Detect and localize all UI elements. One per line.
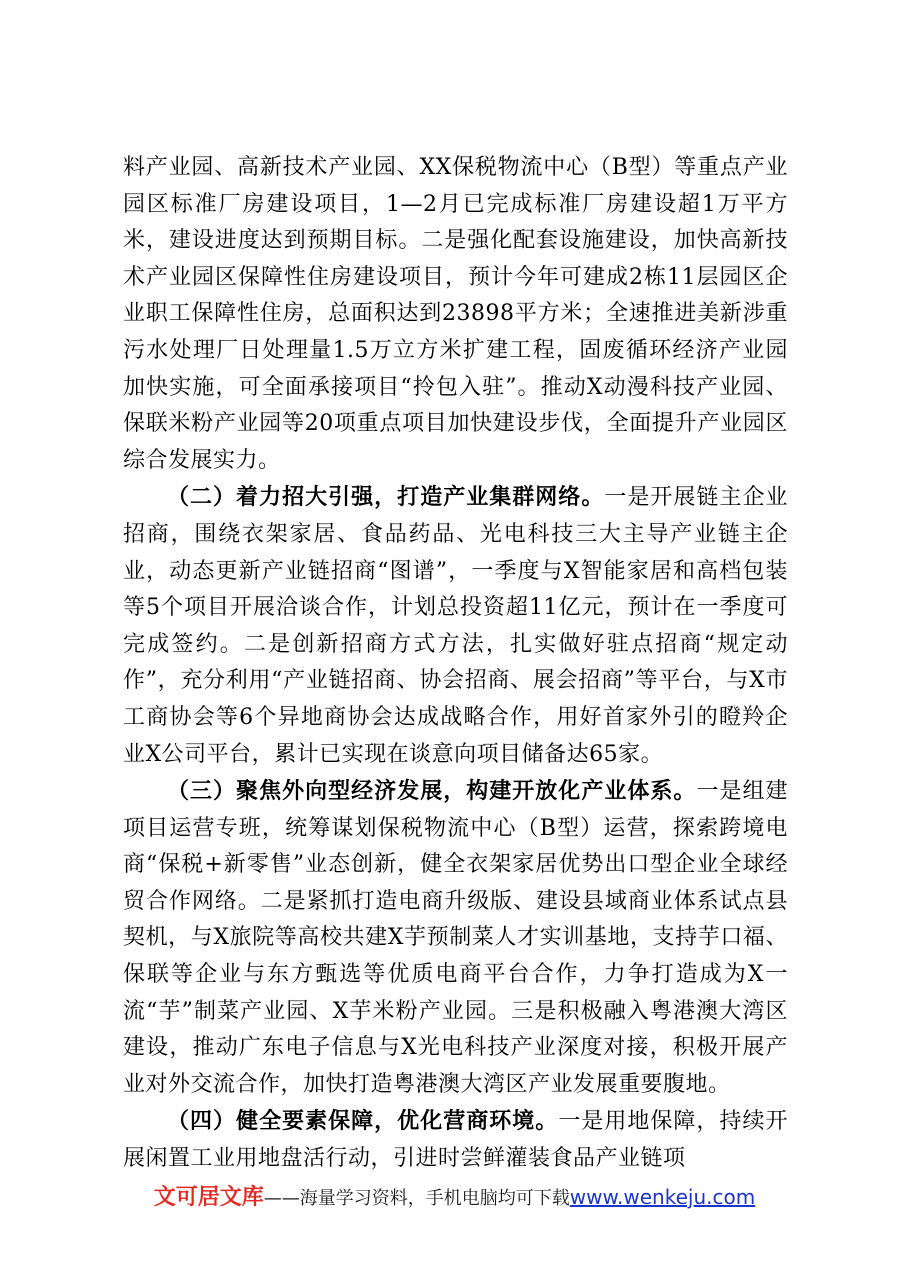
- paragraph-text: 一是组建项目运营专班，统筹谋划保税物流中心（B型）运营，探索跨境电商“保税+新零售”业态创新，健全衣架家居优势出口型企业全球经贸合作网络。二是紧抓打造电商升级版、建设县域商业体系试点县契机，与X旅院等高校共建X芋预制菜人才实训基地，支持芋口福、保联等企业与东方甄选等优质电商平台合作，力争打造成为X一流“芋”制菜产业园、X芋米粉产业园。三是积极融入粤港澳大湾区建设，推动广东电子信息与X光电科技产业深度对接，积极开展产业对外交流合作，加快打造粤港澳大湾区产业发展重要腹地。: [123, 779, 788, 1097]
- paragraph-text: 一是用地保障，持续开展闲置工业用地盘活行动，引进时尝鲜灌装食品产业链项: [123, 1109, 788, 1172]
- paragraph-text: 料产业园、高新技术产业园、XX保税物流中心（B型）等重点产业园区标准厂房建设项目，1—2月已完成标准厂房建设超1万平方米，建设进度达到预期目标。二是强化配套设施建设，加快高新技术产业园区保障性住房建设项目，预计今年可建成2栋11层园区企业职工保障性住房，总面积达到23898平方米；全速推进美新涉重污水处理厂日处理量1.5万立方米扩建工程，固废循环经济产业园加快实施，可全面承接项目“拎包入驻”。推动X动漫科技产业园、保联米粉产业园等20项重点项目加快建设步伐，全面提升产业园区综合发展实力。: [123, 155, 788, 473]
- footer-banner: [0, 1180, 909, 1211]
- footer-url-link[interactable]: www.wenkeju.com: [569, 1185, 756, 1209]
- paragraph-section-3: [123, 773, 788, 1103]
- document-body: [123, 150, 788, 1178]
- footer-tagline: ——海量学习资料，手机电脑均可下载: [263, 1188, 570, 1209]
- section-heading-3: （三）聚焦外向型经济发展，构建开放化产业体系。: [167, 778, 697, 805]
- section-heading-4: （四）健全要素保障，优化营商环境。: [167, 1108, 559, 1135]
- footer-brand: 文可居文库: [153, 1185, 264, 1210]
- paragraph-section-4: [123, 1103, 788, 1177]
- paragraph-text: 一是开展链主企业招商，围绕衣架家居、食品药品、光电科技三大主导产业链主企业，动态更新产业链招商“图谱”，一季度与X智能家居和高档包装等5个项目开展洽谈合作，计划总投资超11亿元，预计在一季度可完成签约。二是创新招商方式方法，扎实做好驻点招商“规定动作”，充分利用“产业链招商、协会招商、展会招商”等平台，与X市工商协会等6个异地商协会达成战略合作，用好首家外引的瞪羚企业X公司平台，累计已实现在谈意向项目储备达65家。: [123, 485, 788, 767]
- paragraph-section-2: [123, 479, 788, 773]
- paragraph-continuation: [123, 150, 788, 479]
- section-heading-2: （二）着力招大引强，打造产业集群网络。: [167, 484, 605, 511]
